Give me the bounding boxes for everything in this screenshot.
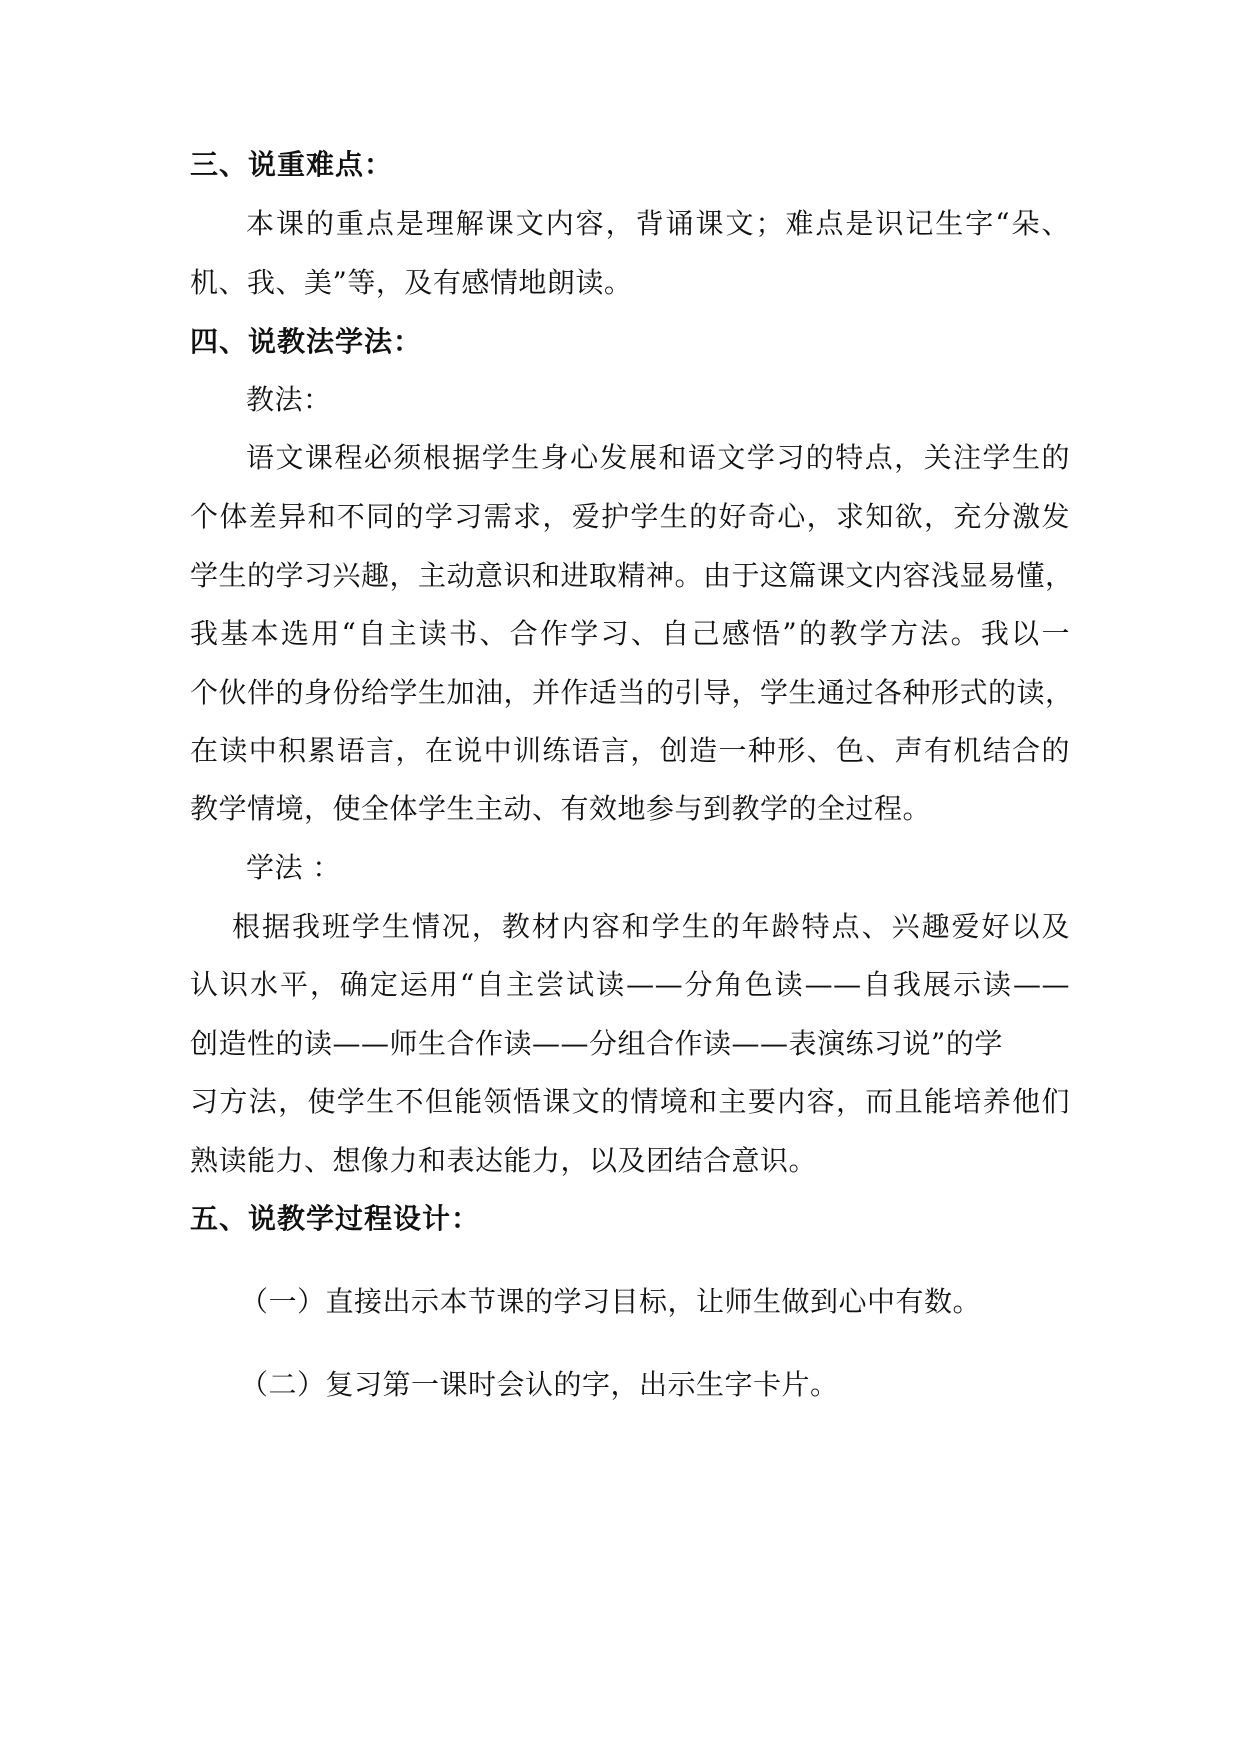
- teaching-method-line-4: 我基本选用“自主读书、合作学习、自己感悟”的教学方法。我以一: [190, 617, 1070, 650]
- teaching-method-line-5: 个伙伴的身份给学生加油，并作适当的引导，学生通过各种形式的读，: [190, 676, 1074, 709]
- section-3-heading: 三、说重难点：: [190, 148, 394, 181]
- teaching-method-line-1: 语文课程必须根据学生身心发展和语文学习的特点，关注学生的: [246, 441, 1070, 474]
- process-step-1: （一）直接出示本节课的学习目标，让师生做到心中有数。: [240, 1285, 982, 1318]
- teaching-method-line-3: 学生的学习兴趣，主动意识和进取精神。由于这篇课文内容浅显易懂，: [190, 559, 1074, 592]
- section-4-heading: 四、说教法学法：: [190, 325, 423, 358]
- teaching-method-line-2: 个体差异和不同的学习需求，爱护学生的好奇心，求知欲，充分激发: [190, 500, 1070, 533]
- learning-method-label: 学法 ：: [246, 851, 341, 884]
- learning-method-line-5: 熟读能力、想像力和表达能力，以及团结合意识。: [190, 1144, 818, 1177]
- section-5-heading: 五、说教学过程设计：: [190, 1202, 481, 1235]
- learning-method-line-3: 创造性的读——师生合作读——分组合作读——表演练习说”的学: [190, 1027, 1003, 1060]
- teaching-method-line-7: 教学情境，使全体学生主动、有效地参与到教学的全过程。: [190, 792, 932, 825]
- learning-method-line-2: 认识水平，确定运用“自主尝试读——分角色读——自我展示读——: [190, 968, 1070, 1001]
- section-3-paragraph-line-1: 本课的重点是理解课文内容，背诵课文；难点是识记生字“朵、: [246, 207, 1070, 240]
- section-3-paragraph-line-2: 机、我、美”等，及有感情地朗读。: [190, 266, 633, 299]
- teaching-method-line-6: 在读中积累语言，在说中训练语言，创造一种形、色、声有机结合的: [190, 734, 1070, 767]
- learning-method-line-4: 习方法，使学生不但能领悟课文的情境和主要内容，而且能培养他们: [190, 1085, 1070, 1118]
- learning-method-line-1: 根据我班学生情况，教材内容和学生的年龄特点、兴趣爱好以及: [232, 910, 1070, 943]
- teaching-method-label: 教法：: [246, 383, 332, 416]
- process-step-2: （二）复习第一课时会认的字，出示生字卡片。: [240, 1368, 839, 1401]
